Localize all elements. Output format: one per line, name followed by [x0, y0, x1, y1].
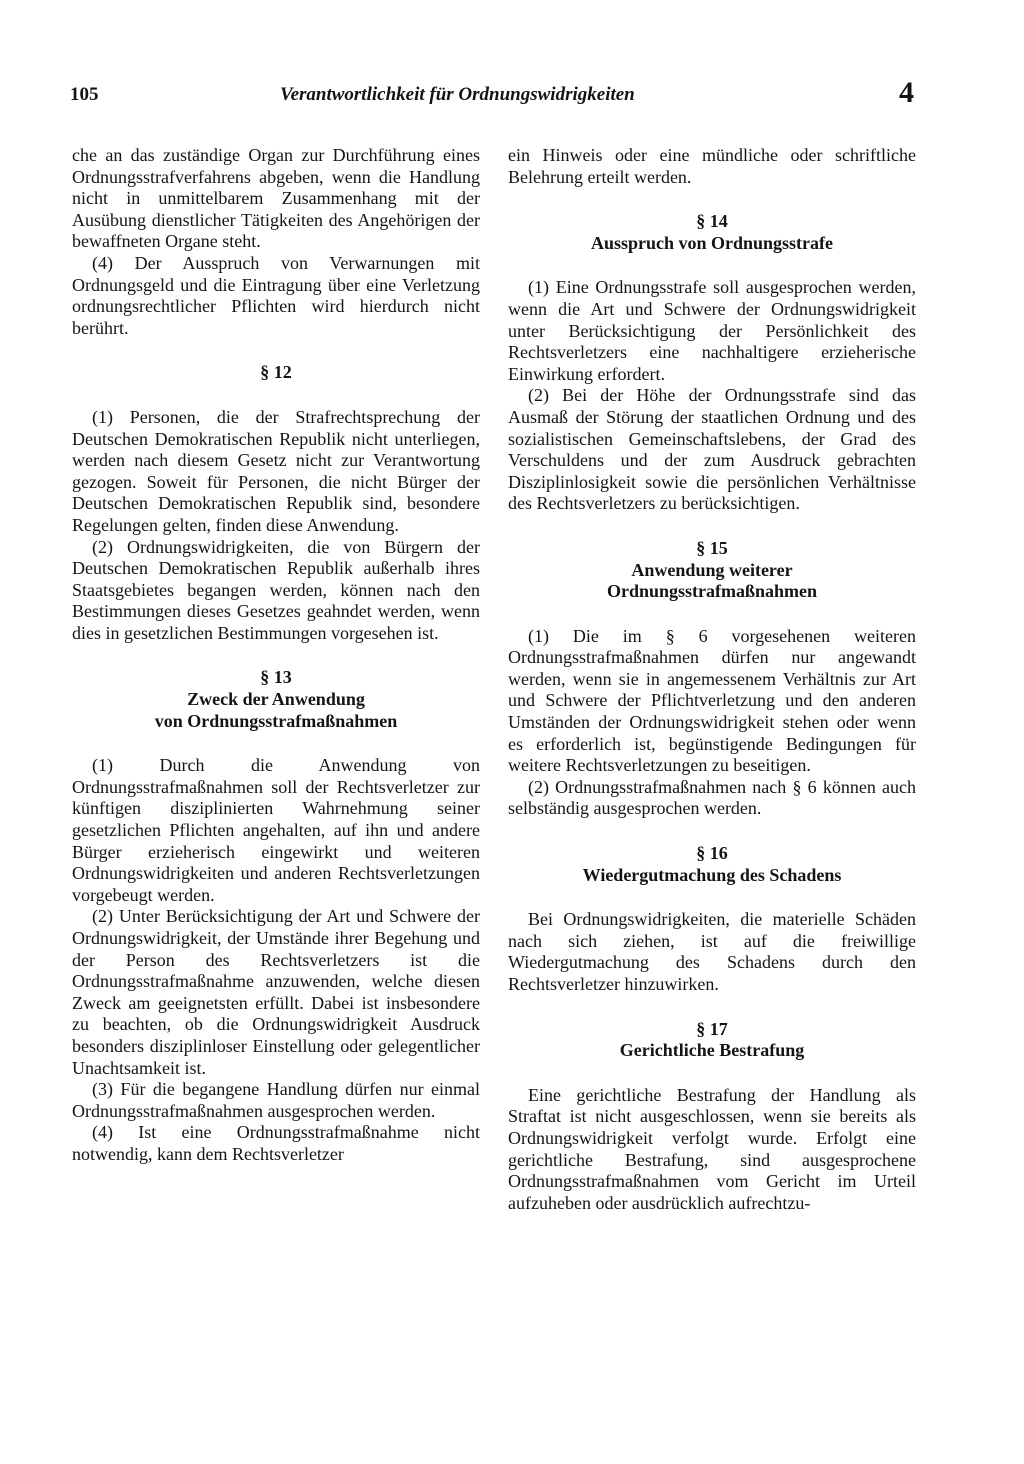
section-17-heading: [508, 1019, 916, 1062]
paragraph-12-2: (2) Ordnungswidrigkeiten, die von Bürgern der Deutschen Demokratischen Republik außerhalb ihres Staatsgebietes begangen werden, können nach den Bestimmungen dieses Gesetzes geahndet werden, wenn dies in gesetzlichen Bestimmungen vorgesehen ist.: [72, 536, 480, 643]
paragraph-16: Bei Ordnungswidrigkeiten, die materielle Schäden nach sich ziehen, ist auf die freiwillige Wiedergutmachung des Schadens durch den Rechtsverletzer hinzuwirken.: [508, 909, 916, 994]
paragraph-13-4: (4) Ist eine Ordnungsstrafmaßnahme nicht notwendig, kann dem Rechtsverletzer: [72, 1122, 480, 1164]
paragraph-continued: che an das zuständige Organ zur Durchführung eines Ordnungsstrafverfahrens abgeben, wenn die Handlung nicht in unmittelbarem Zusammenhang mit der Ausübung dienstlicher Tätigkeiten des Angehörigen der bewaffneten Organe steht.: [72, 145, 480, 252]
section-15-heading: [508, 538, 916, 603]
paragraph-15-1: (1) Die im § 6 vorgesehenen weiteren Ordnungsstrafmaßnahmen dürfen nur angewandt werden, wenn sie in angemessenem Verhältnis zur Art und Schwere der Pflichtverletzung und den anderen Umständen der Ordnungswidrigkeit stehen oder wenn es erforderlich ist, begünstigende Bedingungen für weitere Rechtsverletzungen zu beseitigen.: [508, 625, 916, 776]
running-title: Verantwortlichkeit für Ordnungswidrigkeiten: [280, 84, 635, 105]
paragraph-13-3: (3) Für die begangene Handlung dürfen nur einmal Ordnungsstrafmaßnahmen ausgesprochen werden.: [72, 1079, 480, 1121]
section-14-heading: [508, 211, 916, 254]
paragraph-17: Eine gerichtliche Bestrafung der Handlung als Straftat ist nicht ausgeschlossen, wenn sie bereits als Ordnungswidrigkeit verfolgt wurde. Erfolgt eine gerichtliche Bestrafung, sind ausgesprochene Ordnungsstrafmaßnahmen vom Gericht im Urteil aufzuheben oder ausdrücklich aufrechtzu-: [508, 1084, 916, 1213]
section-title: Ordnungsstrafmaßnahmen: [606, 581, 818, 602]
right-column: [508, 145, 916, 1214]
paragraph-14-1: (1) Eine Ordnungsstrafe soll ausgesprochen werden, wenn die Art und Schwere der Ordnungswidrigkeit unter Berücksichtigung der Persönlichkeit des Rechtsverletzers eine nachhaltigere erzieherische Einwirkung erfordert.: [508, 277, 916, 384]
section-number: § 15: [696, 537, 728, 558]
chapter-number: 4: [899, 76, 914, 109]
section-16-heading: [508, 843, 916, 886]
page-header: [70, 76, 914, 116]
paragraph-11-4: (4) Der Ausspruch von Verwarnungen mit Ordnungsgeld und die Eintragung über eine Verletzung ordnungsrechtlicher Pflichten wird hierdurch nicht berührt.: [72, 252, 480, 338]
paragraph-15-2: (2) Ordnungsstrafmaßnahmen nach § 6 können auch selbständig ausgesprochen werden.: [508, 776, 916, 819]
section-title: Anwendung weiterer: [631, 559, 793, 580]
section-12-heading: [72, 362, 480, 384]
paragraph-13-1: (1) Durch die Anwendung von Ordnungsstrafmaßnahmen soll der Rechtsverletzer zur künftigen disziplinierten Wahrnehmung seiner gesetzlichen Pflichten angehalten, auf ihn und andere Bürger erzieherisch eingewirkt und weiteren Ordnungswidrigkeiten und anderen Rechtsverletzungen vorgebeugt werden.: [72, 755, 480, 905]
section-title: von Ordnungsstrafmaßnahmen: [154, 710, 398, 731]
section-number: § 13: [260, 667, 292, 688]
section-title: Zweck der Anwendung: [187, 689, 365, 710]
paragraph-12-1: (1) Personen, die der Strafrechtsprechung der Deutschen Demokratischen Republik nicht unterliegen, werden nach diesem Gesetz nicht zur Verantwortung gezogen. Soweit für Personen, die nicht Bürger der Deutschen Demokratischen Republik sind, besondere Regelungen gelten, finden diese Anwendung.: [72, 406, 480, 535]
paragraph-14-2: (2) Bei der Höhe der Ordnungsstrafe sind das Ausmaß der Störung der staatlichen Ordnung und des sozialistischen Gemeinschaftslebens, der Grad des Verschuldens und der zum Ausdruck gebrachten Disziplinlosigkeit sowie die persönlichen Verhältnisse des Rechtsverletzers zu berücksichtigen.: [508, 385, 916, 514]
left-column: [72, 145, 480, 1166]
section-number: § 16: [696, 843, 728, 864]
section-title: Wiedergutmachung des Schadens: [582, 864, 842, 885]
section-title: Gerichtliche Bestrafung: [619, 1040, 805, 1061]
section-13-heading: [72, 667, 480, 732]
page-number: 105: [70, 84, 99, 105]
section-number: § 14: [696, 211, 728, 232]
section-title: Ausspruch von Ordnungsstrafe: [590, 232, 834, 253]
paragraph-13-2: (2) Unter Berücksichtigung der Art und Schwere der Ordnungswidrigkeit, der Umstände ihrer Begehung und der Person des Rechtsverletzers ist die Ordnungsstrafmaßnahme anzuwenden, welche diesen Zweck am geeignetsten erfüllt. Dabei ist insbesondere zu beachten, ob die Ordnungswidrigkeit Ausdruck besonders disziplinloser Einstellung oder gelegentlicher Unachtsamkeit ist.: [72, 906, 480, 1078]
section-number: § 12: [260, 362, 292, 383]
section-number: § 17: [696, 1018, 728, 1039]
paragraph-continued: ein Hinweis oder eine mündliche oder schriftliche Belehrung erteilt werden.: [508, 145, 916, 187]
